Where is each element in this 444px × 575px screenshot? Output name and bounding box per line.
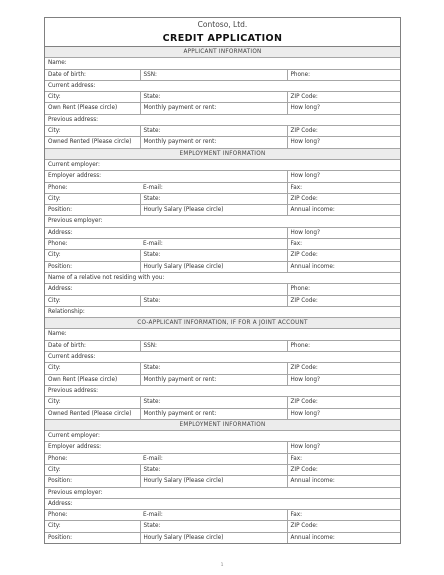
field-city[interactable]: City:: [45, 126, 140, 137]
field-how-long[interactable]: How long?: [287, 442, 400, 453]
field-phone[interactable]: Phone:: [45, 182, 140, 193]
form-row: [45, 227, 400, 238]
form-row: [45, 295, 400, 306]
section-header-row: [45, 47, 400, 58]
field-hourly-salary[interactable]: Hourly Salary (Please circle): [140, 532, 287, 543]
field-ssn[interactable]: SSN:: [140, 340, 287, 351]
form-row: [45, 532, 400, 543]
field-previous-employer[interactable]: Previous employer:: [45, 216, 400, 227]
field-annual-income[interactable]: Annual income:: [287, 476, 400, 487]
field-city[interactable]: City:: [45, 250, 140, 261]
field-fax[interactable]: Fax:: [287, 239, 400, 250]
form-row: [45, 352, 400, 363]
form-row: [45, 442, 400, 453]
field-zip-code[interactable]: ZIP Code:: [287, 126, 400, 137]
field-name-of-a-relative-not-residing-with-you[interactable]: Name of a relative not residing with you:: [45, 272, 400, 283]
field-hourly-salary[interactable]: Hourly Salary (Please circle): [140, 205, 287, 216]
field-city[interactable]: City:: [45, 295, 140, 306]
company-name: Contoso, Ltd.: [197, 20, 248, 29]
field-own-rent[interactable]: Own Rent (Please circle): [45, 103, 140, 114]
field-current-employer[interactable]: Current employer:: [45, 431, 400, 442]
field-state[interactable]: State:: [140, 464, 287, 475]
section-header-row: [45, 148, 400, 159]
section-header: EMPLOYMENT INFORMATION: [45, 419, 400, 430]
field-phone[interactable]: Phone:: [287, 69, 400, 80]
field-how-long[interactable]: How long?: [287, 374, 400, 385]
form-row: [45, 498, 400, 509]
form-row: [45, 385, 400, 396]
field-zip-code[interactable]: ZIP Code:: [287, 464, 400, 475]
form-row: [45, 284, 400, 295]
field-employer-address[interactable]: Employer address:: [45, 442, 287, 453]
field-zip-code[interactable]: ZIP Code:: [287, 295, 400, 306]
field-state[interactable]: State:: [140, 193, 287, 204]
section-header: EMPLOYMENT INFORMATION: [45, 148, 400, 159]
field-zip-code[interactable]: ZIP Code:: [287, 250, 400, 261]
field-monthly-payment-or-rent[interactable]: Monthly payment or rent:: [140, 374, 287, 385]
form-row: [45, 58, 400, 69]
field-name[interactable]: Name:: [45, 58, 400, 69]
form-row: [45, 363, 400, 374]
field-employer-address[interactable]: Employer address:: [45, 171, 287, 182]
field-position[interactable]: Position:: [45, 476, 140, 487]
field-relationship[interactable]: Relationship:: [45, 306, 400, 317]
field-how-long[interactable]: How long?: [287, 408, 400, 419]
form-row: [45, 464, 400, 475]
field-e-mail[interactable]: E-mail:: [140, 239, 287, 250]
field-e-mail[interactable]: E-mail:: [140, 510, 287, 521]
field-city[interactable]: City:: [45, 464, 140, 475]
section-header: CO-APPLICANT INFORMATION, IF FOR A JOINT ACCOUNT: [45, 318, 400, 329]
field-zip-code[interactable]: ZIP Code:: [287, 92, 400, 103]
form-row: [45, 205, 400, 216]
field-state[interactable]: State:: [140, 363, 287, 374]
form-row: [45, 171, 400, 182]
field-state[interactable]: State:: [140, 295, 287, 306]
field-hourly-salary[interactable]: Hourly Salary (Please circle): [140, 476, 287, 487]
form-row: [45, 193, 400, 204]
field-zip-code[interactable]: ZIP Code:: [287, 521, 400, 532]
field-state[interactable]: State:: [140, 397, 287, 408]
field-previous-address[interactable]: Previous address:: [45, 385, 400, 396]
field-hourly-salary[interactable]: Hourly Salary (Please circle): [140, 261, 287, 272]
field-owned-rented[interactable]: Owned Rented (Please circle): [45, 408, 140, 419]
field-city[interactable]: City:: [45, 193, 140, 204]
field-state[interactable]: State:: [140, 521, 287, 532]
field-how-long[interactable]: How long?: [287, 137, 400, 148]
field-city[interactable]: City:: [45, 92, 140, 103]
section-header-row: [45, 318, 400, 329]
form-row: [45, 510, 400, 521]
form-row: [45, 261, 400, 272]
field-annual-income[interactable]: Annual income:: [287, 205, 400, 216]
form-row: [45, 476, 400, 487]
field-previous-address[interactable]: Previous address:: [45, 114, 400, 125]
form-row: [45, 103, 400, 114]
field-address[interactable]: Address:: [45, 284, 287, 295]
field-date-of-birth[interactable]: Date of birth:: [45, 340, 140, 351]
field-phone[interactable]: Phone:: [45, 510, 140, 521]
field-city[interactable]: City:: [45, 521, 140, 532]
field-own-rent[interactable]: Own Rent (Please circle): [45, 374, 140, 385]
form-row: [45, 80, 400, 91]
field-zip-code[interactable]: ZIP Code:: [287, 397, 400, 408]
form-row: [45, 159, 400, 170]
field-how-long[interactable]: How long?: [287, 171, 400, 182]
field-how-long[interactable]: How long?: [287, 227, 400, 238]
field-e-mail[interactable]: E-mail:: [140, 182, 287, 193]
form-row: [45, 114, 400, 125]
field-position[interactable]: Position:: [45, 205, 140, 216]
field-phone[interactable]: Phone:: [287, 340, 400, 351]
field-e-mail[interactable]: E-mail:: [140, 453, 287, 464]
field-city[interactable]: City:: [45, 397, 140, 408]
form-row: [45, 521, 400, 532]
form-row: [45, 487, 400, 498]
field-current-address[interactable]: Current address:: [45, 80, 400, 91]
form-row: [45, 329, 400, 340]
form-row: [45, 92, 400, 103]
field-current-employer[interactable]: Current employer:: [45, 159, 400, 170]
page-number: 1: [220, 563, 224, 568]
credit-application-form: [44, 17, 401, 544]
field-phone[interactable]: Phone:: [45, 239, 140, 250]
field-zip-code[interactable]: ZIP Code:: [287, 363, 400, 374]
field-address[interactable]: Address:: [45, 498, 400, 509]
form-row: [45, 216, 400, 227]
field-address[interactable]: Address:: [45, 227, 287, 238]
field-position[interactable]: Position:: [45, 261, 140, 272]
form-row: [45, 239, 400, 250]
field-name[interactable]: Name:: [45, 329, 400, 340]
section-header: APPLICANT INFORMATION: [45, 47, 400, 58]
field-city[interactable]: City:: [45, 363, 140, 374]
field-fax[interactable]: Fax:: [287, 510, 400, 521]
form-row: [45, 340, 400, 351]
field-annual-income[interactable]: Annual income:: [287, 532, 400, 543]
form-row: [45, 453, 400, 464]
form-row: [45, 182, 400, 193]
field-current-address[interactable]: Current address:: [45, 352, 400, 363]
section-header-row: [45, 419, 400, 430]
field-monthly-payment-or-rent[interactable]: Monthly payment or rent:: [140, 137, 287, 148]
field-date-of-birth[interactable]: Date of birth:: [45, 69, 140, 80]
form-row: [45, 374, 400, 385]
field-state[interactable]: State:: [140, 92, 287, 103]
field-monthly-payment-or-rent[interactable]: Monthly payment or rent:: [140, 103, 287, 114]
form-row: [45, 250, 400, 261]
form-row: [45, 137, 400, 148]
form-row: [45, 431, 400, 442]
field-position[interactable]: Position:: [48, 534, 73, 541]
field-state[interactable]: State:: [140, 126, 287, 137]
form-row: [45, 126, 400, 137]
field-zip-code[interactable]: ZIP Code:: [287, 193, 400, 204]
field-phone[interactable]: Phone:: [45, 453, 140, 464]
form-table: [45, 47, 400, 543]
field-fax[interactable]: Fax:: [287, 453, 400, 464]
field-how-long[interactable]: How long?: [287, 103, 400, 114]
form-row: [45, 408, 400, 419]
form-title: CREDIT APPLICATION: [45, 31, 400, 47]
form-row: [45, 69, 400, 80]
field-monthly-payment-or-rent[interactable]: Monthly payment or rent:: [140, 408, 287, 419]
field-phone[interactable]: Phone:: [287, 284, 400, 295]
field-fax[interactable]: Fax:: [287, 182, 400, 193]
field-previous-employer[interactable]: Previous employer:: [45, 487, 400, 498]
field-owned-rented[interactable]: Owned Rented (Please circle): [45, 137, 140, 148]
form-row: [45, 272, 400, 283]
form-row: [45, 397, 400, 408]
field-ssn[interactable]: SSN:: [140, 69, 287, 80]
field-state[interactable]: State:: [140, 250, 287, 261]
form-row: [45, 306, 400, 317]
field-annual-income[interactable]: Annual income:: [287, 261, 400, 272]
